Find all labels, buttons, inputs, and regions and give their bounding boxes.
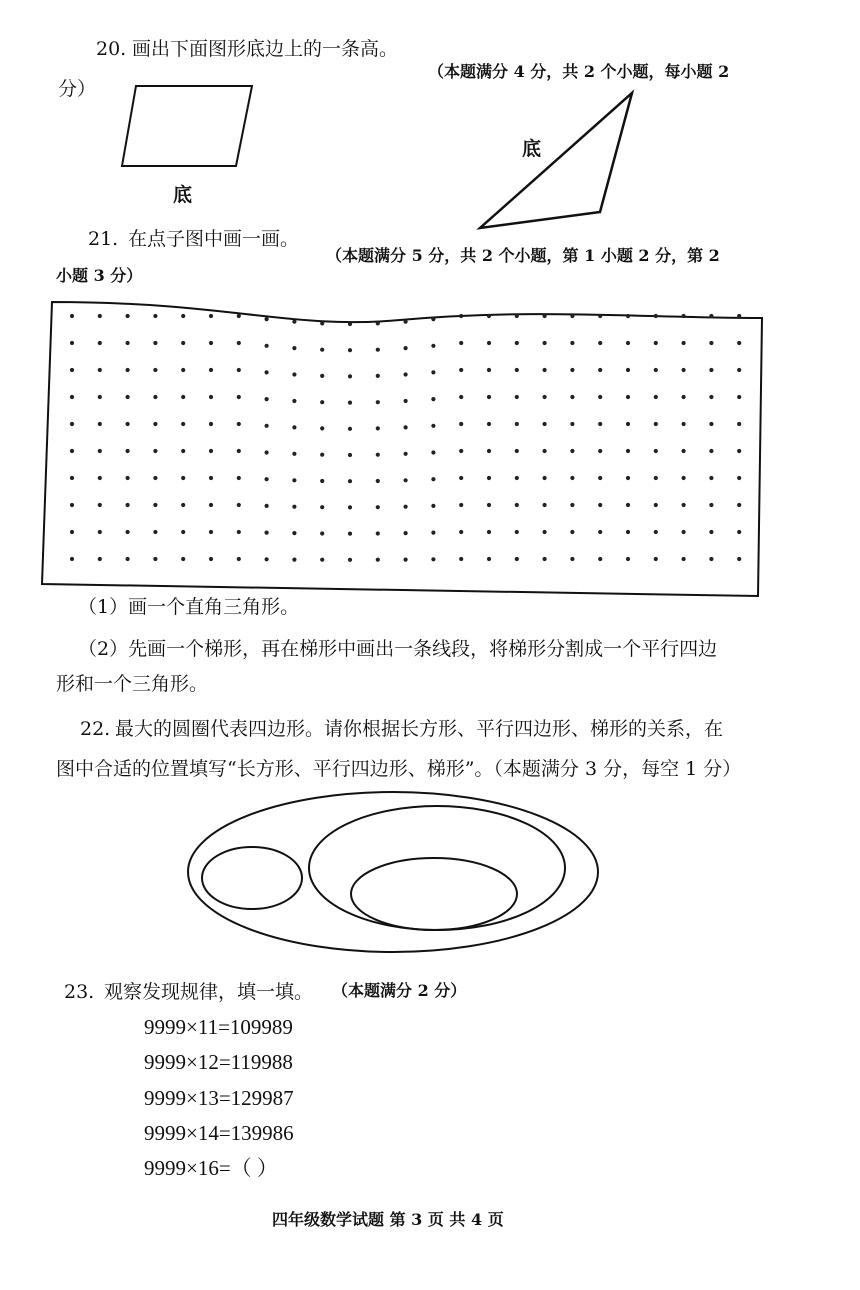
q21-sub2-line1: （2）先画一个梯形，再在梯形中画出一条线段，将梯形分割成一个平行四边 [78, 638, 718, 660]
q20-text: 画出下面图形底边上的一条高。 [132, 38, 399, 60]
equation-5-answer-blank[interactable]: 9999×16=（ ） [144, 1156, 278, 1180]
q22-text-line2: 图中合适的位置填写“长方形、平行四边形、梯形”。（本题满分 3 分，每空 1 分） [56, 758, 742, 780]
q22-number: 22. [80, 718, 111, 740]
q21-score-cont: 小题 3 分） [56, 266, 143, 285]
q21-score: （本题满分 5 分，共 2 个小题，第 1 小题 2 分，第 2 [326, 246, 720, 265]
equation-3: 9999×13=129987 [144, 1086, 294, 1110]
q20-triangle-base-label: 底 [522, 138, 542, 160]
q21-text: 在点子图中画一画。 [128, 228, 300, 250]
q20-parallelogram-base-label: 底 [173, 184, 193, 206]
equation-1: 9999×11=109989 [144, 1015, 293, 1039]
q23-text: 观察发现规律，填一填。 [104, 981, 314, 1003]
q20-score: （本题满分 4 分，共 2 个小题，每小题 2 [428, 62, 730, 81]
q21-number: 21. [88, 228, 119, 250]
q20-score-cont: 分） [58, 78, 97, 100]
venn-left-circle [202, 847, 302, 909]
q22-text-line1: 最大的圆圈代表四边形。请你根据长方形、平行四边形、梯形的关系，在 [115, 718, 724, 740]
venn-inner-circle [351, 858, 517, 930]
q21-sub2-line2: 形和一个三角形。 [56, 673, 209, 695]
equation-2: 9999×12=119988 [144, 1050, 293, 1074]
venn-outer-quadrilateral [188, 792, 598, 952]
page-footer: 四年级数学试题 第 3 页 共 4 页 [272, 1210, 504, 1229]
q23-score: （本题满分 2 分） [332, 981, 467, 1000]
q23-number: 23. [64, 981, 95, 1003]
equation-4: 9999×14=139986 [144, 1121, 294, 1145]
q21-sub1: （1）画一个直角三角形。 [78, 596, 300, 618]
q20-number: 20. [96, 38, 127, 60]
venn-right-circle [309, 806, 565, 930]
